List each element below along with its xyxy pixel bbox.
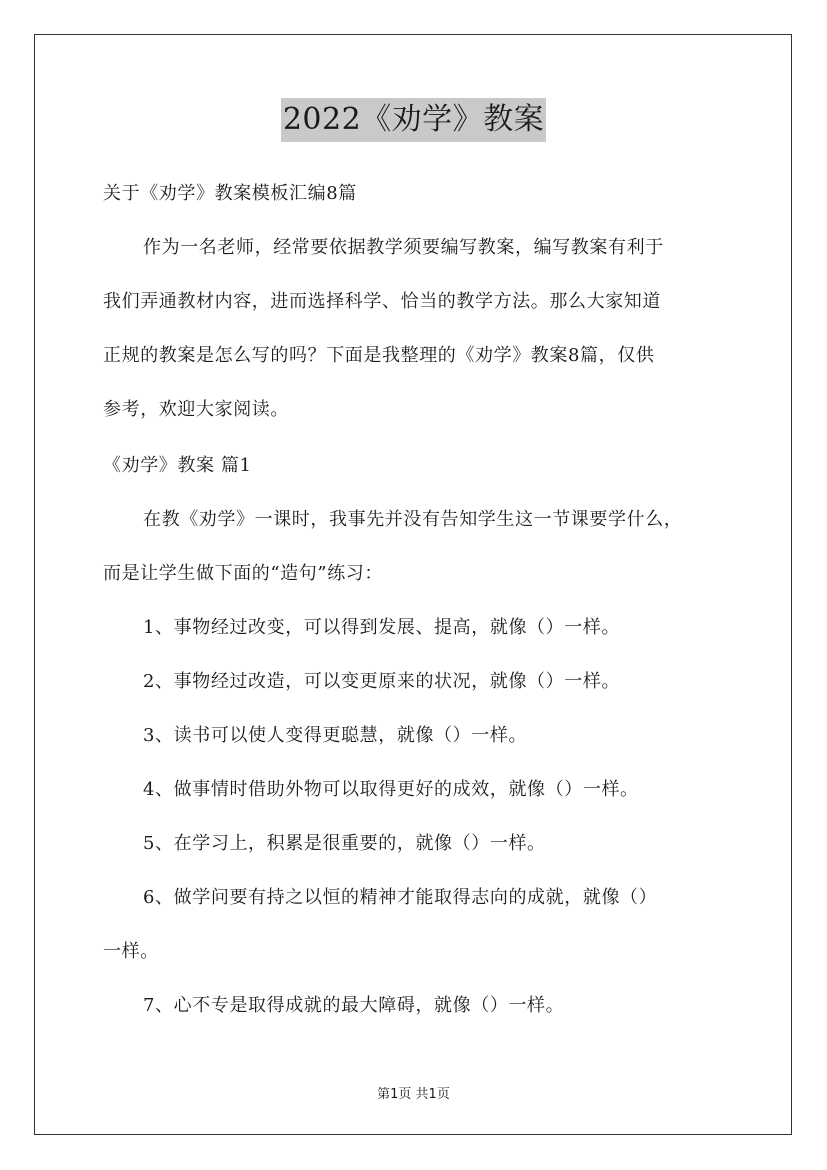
title-wrap bbox=[0, 98, 827, 142]
list-item: 3、读书可以使人变得更聪慧，就像（）一样。 bbox=[143, 725, 528, 746]
page-footer: 第1页 共1页 bbox=[377, 1087, 450, 1102]
list-item: 2、事物经过改造，可以变更原来的状况，就像（）一样。 bbox=[143, 671, 621, 692]
section-heading: 《劝学》教案 篇1 bbox=[103, 455, 252, 476]
list-item: 6、做学问要有持之以恒的精神才能取得志向的成就，就像（） bbox=[143, 887, 658, 908]
list-item: 5、在学习上，积累是很重要的，就像（）一样。 bbox=[143, 833, 546, 854]
paragraph-line: 正规的教案是怎么写的吗？下面是我整理的《劝学》教案8篇，仅供 bbox=[103, 345, 655, 366]
document-title: 2022《劝学》教案 bbox=[281, 98, 546, 142]
paragraph-line: 在教《劝学》一课时，我事先并没有告知学生这一节课要学什么， bbox=[143, 509, 683, 530]
paragraph-line: 参考，欢迎大家阅读。 bbox=[103, 399, 289, 420]
list-item: 7、心不专是取得成就的最大障碍，就像（）一样。 bbox=[143, 995, 565, 1016]
list-item: 1、事物经过改变，可以得到发展、提高，就像（）一样。 bbox=[143, 617, 621, 638]
list-item: 4、做事情时借助外物可以取得更好的成效，就像（）一样。 bbox=[143, 779, 639, 800]
paragraph-line: 我们弄通教材内容，进而选择科学、恰当的教学方法。那么大家知道 bbox=[103, 291, 661, 312]
subtitle-line: 关于《劝学》教案模板汇编8篇 bbox=[103, 183, 357, 204]
paragraph-line: 作为一名老师，经常要依据教学须要编写教案，编写教案有利于 bbox=[143, 237, 664, 258]
list-item-continuation: 一样。 bbox=[103, 941, 159, 962]
paragraph-line: 而是让学生做下面的“造句”练习： bbox=[103, 563, 384, 584]
